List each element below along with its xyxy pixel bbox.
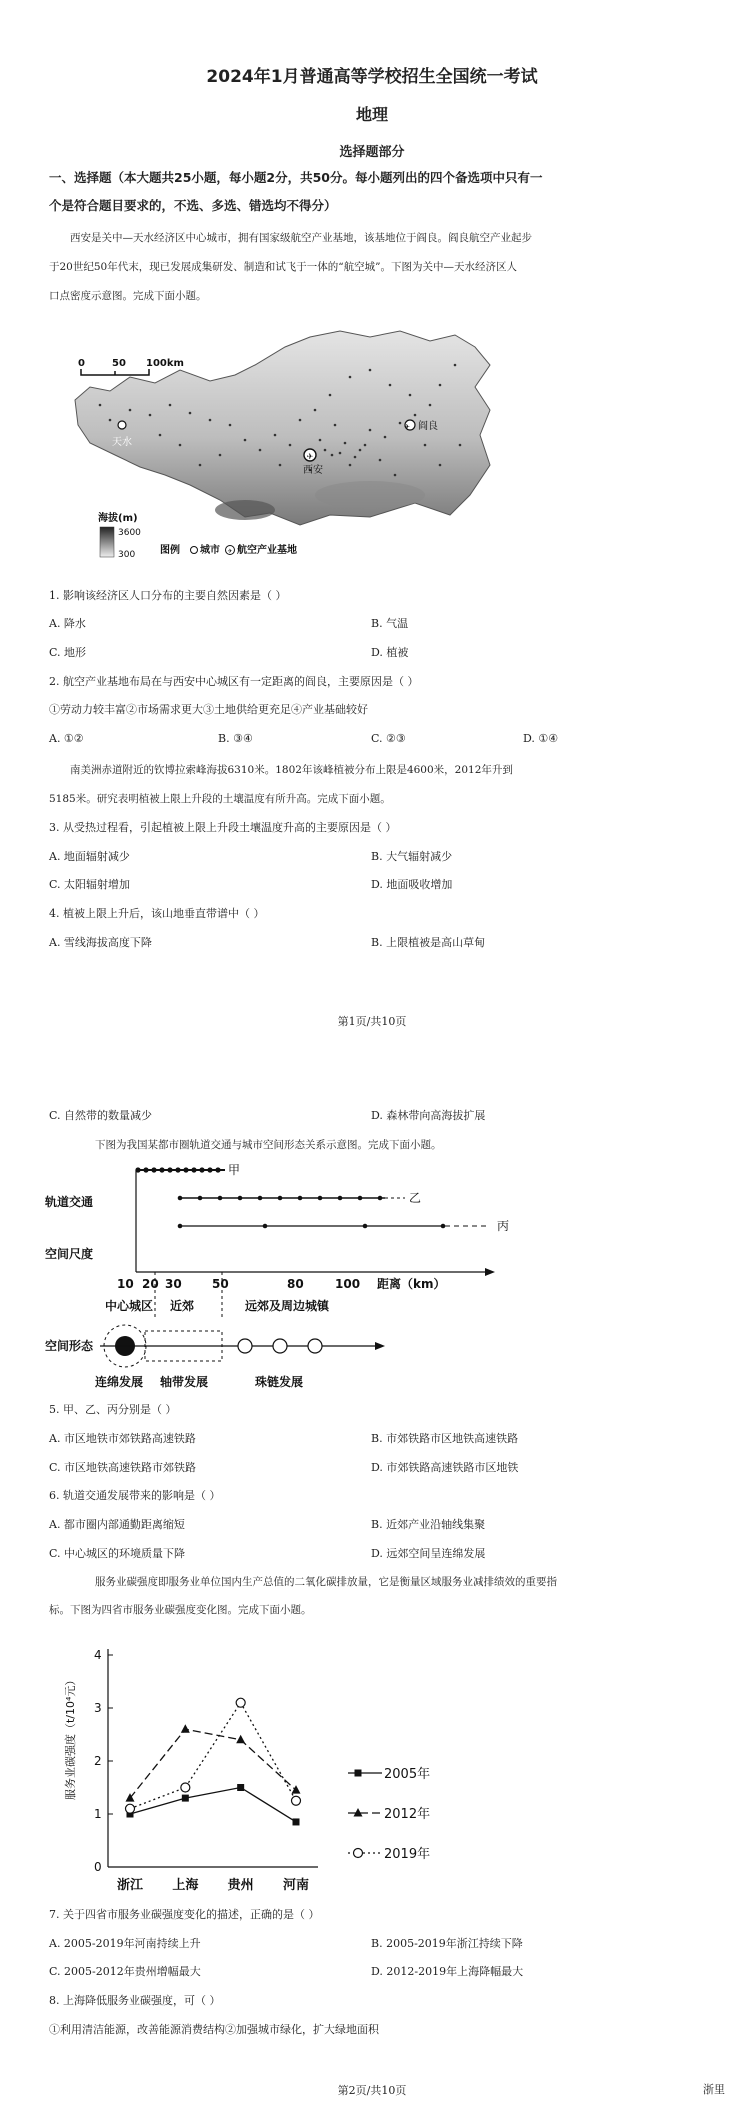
corner-mark: 浙里 <box>703 2083 725 2096</box>
svg-text:✈: ✈ <box>227 548 233 555</box>
q8-options-line: ①利用清洁能源，改善能源消费结构②加强城市绿化，扩大绿地面积 <box>49 2023 379 2036</box>
q3-option-b[interactable]: B. 大气辐射减少 <box>371 850 453 863</box>
passage1-line3: 口点密度示意图。完成下面小题。 <box>49 290 207 302</box>
city-yanliang <box>404 419 438 432</box>
y-tick-label: 0 <box>94 1860 102 1874</box>
q5-option-d[interactable]: D. 市郊铁路高速铁路市区地铁 <box>371 1461 519 1474</box>
rail-transit-diagram <box>45 1160 565 1390</box>
city-legend-icon <box>191 547 198 554</box>
q7-stem: 7. 关于四省市服务业碳强度变化的描述，正确的是（ ） <box>49 1908 320 1921</box>
q4-option-d[interactable]: D. 森林带向高海拔扩展 <box>371 1109 486 1122</box>
dev-pearl: 珠链发展 <box>255 1375 304 1389</box>
data-point <box>292 1785 301 1794</box>
label-transport: 轨道交通 <box>45 1195 94 1209</box>
map-legend <box>160 543 297 556</box>
q8-stem: 8. 上海降低服务业碳强度，可（ ） <box>49 1994 221 2007</box>
section-heading-line1: 一、选择题（本大题共25小题，每小题2分，共50分。每小题列出的四个备选项中只有一 <box>49 170 543 185</box>
legend-marker <box>355 1770 362 1777</box>
q1-option-c[interactable]: C. 地形 <box>49 646 87 659</box>
x-tick-label: 浙江 <box>116 1878 144 1893</box>
q5-option-c[interactable]: C. 市区地铁高速铁路市郊铁路 <box>49 1461 197 1474</box>
carbon-intensity-chart <box>60 1625 490 1895</box>
q6-option-a[interactable]: A. 都市圈内部通勤距离缩短 <box>49 1518 185 1531</box>
legend-title: 图例 <box>160 545 180 556</box>
q7-option-d[interactable]: D. 2012-2019年上海降幅最大 <box>371 1965 524 1978</box>
q3-option-d[interactable]: D. 地面吸收增加 <box>371 878 453 891</box>
scale-tick-50: 50 <box>112 358 126 369</box>
distance-ticks <box>117 1277 360 1291</box>
legend-label: 2012年 <box>384 1807 431 1822</box>
q6-stem: 6. 轨道交通发展带来的影响是（ ） <box>49 1489 221 1502</box>
passage3-intro: 下图为我国某都市圈轨道交通与城市空间形态关系示意图。完成下面小题。 <box>95 1139 442 1151</box>
q7-option-a[interactable]: A. 2005-2019年河南持续上升 <box>49 1937 201 1950</box>
x-tick-label: 贵州 <box>227 1878 254 1893</box>
q2-options-line: ①劳动力较丰富②市场需求更大③土地供给更充足④产业基础较好 <box>49 703 368 716</box>
y-tick-label: 1 <box>94 1807 102 1821</box>
q4-option-c[interactable]: C. 自然带的数量减少 <box>49 1109 153 1122</box>
svg-text:✈: ✈ <box>404 423 410 431</box>
line-jia <box>135 1163 240 1177</box>
q5-stem: 5. 甲、乙、丙分别是（ ） <box>49 1403 177 1416</box>
data-point <box>182 1795 189 1802</box>
q2-option-a[interactable]: A. ①② <box>49 732 84 745</box>
x-tick-label: 河南 <box>282 1878 310 1893</box>
distance-unit: 距离（km） <box>377 1277 446 1291</box>
q4-option-b[interactable]: B. 上限植被是高山草甸 <box>371 936 486 949</box>
population-density-map <box>70 325 555 570</box>
tick-100: 100 <box>335 1277 361 1291</box>
q3-option-c[interactable]: C. 太阳辐射增加 <box>49 878 131 891</box>
line-yi-label: 乙 <box>409 1191 422 1205</box>
data-point <box>236 1735 245 1744</box>
page-footer-1: 第1页/共10页 <box>337 1015 407 1028</box>
q5-option-a[interactable]: A. 市区地铁市郊铁路高速铁路 <box>49 1432 196 1445</box>
elevation-min: 300 <box>118 550 136 560</box>
svg-text:✈: ✈ <box>306 452 314 461</box>
q7-option-c[interactable]: C. 2005-2012年贵州增幅最大 <box>49 1965 201 1978</box>
exam-title: 2024年1月普通高等学校招生全国统一考试 <box>206 67 538 87</box>
part-title: 选择题部分 <box>339 145 405 160</box>
legend-label: 2019年 <box>384 1847 431 1862</box>
section-heading-line2: 个是符合题目要求的，不选、多选、错选均不得分） <box>49 198 337 213</box>
legend-marker <box>354 1808 363 1817</box>
q3-option-a[interactable]: A. 地面辐射减少 <box>49 850 130 863</box>
city-tianshui-label: 天水 <box>112 437 132 448</box>
tick-80: 80 <box>287 1277 304 1291</box>
data-point <box>181 1724 190 1733</box>
q1-stem: 1. 影响该经济区人口分布的主要自然因素是（ ） <box>49 589 287 602</box>
passage1-line1: 西安是关中—天水经济区中心城市，拥有国家级航空产业基地，该基地位于阎良。阎良航空产业起步 <box>70 232 532 244</box>
line-jia-label: 甲 <box>228 1163 241 1177</box>
elevation-legend <box>98 511 141 560</box>
dev-axial: 轴带发展 <box>160 1375 209 1389</box>
zone-near: 近郊 <box>170 1299 195 1313</box>
tick-30: 30 <box>165 1277 182 1291</box>
q2-stem: 2. 航空产业基地布局在与西安中心城区有一定距离的阎良，主要原因是（ ） <box>49 675 419 688</box>
elevation-legend-title: 海拔(m) <box>98 513 138 524</box>
line-bing-label: 丙 <box>497 1219 510 1233</box>
label-scale: 空间尺度 <box>45 1247 94 1261</box>
q2-option-c[interactable]: C. ②③ <box>371 732 406 745</box>
line-bing <box>178 1219 509 1233</box>
passage4-line2: 标。下图为四省市服务业碳强度变化图。完成下面小题。 <box>49 1604 312 1616</box>
y-tick-label: 4 <box>94 1648 102 1662</box>
tick-20: 20 <box>142 1277 159 1291</box>
chart-ylabel: 服务业碳强度（t/10⁴元） <box>64 1674 77 1800</box>
y-tick-label: 2 <box>94 1754 102 1768</box>
data-point <box>237 1784 244 1791</box>
q1-option-a[interactable]: A. 降水 <box>49 617 86 630</box>
scale-tick-0: 0 <box>78 358 85 369</box>
city-icon <box>118 421 126 429</box>
q4-stem: 4. 植被上限上升后，该山地垂直带谱中（ ） <box>49 907 265 920</box>
subject-title: 地理 <box>355 105 388 124</box>
legend-marker <box>354 1849 363 1858</box>
passage1-line2: 于20世纪50年代末，现已发展成集研发、制造和试飞于一体的“航空城”。下图为关中—天水经济区人 <box>49 261 517 273</box>
series-line <box>130 1788 296 1822</box>
city-xian-label: 西安 <box>303 465 323 476</box>
zone-far: 远郊及周边城镇 <box>245 1299 330 1313</box>
data-point <box>126 1804 135 1813</box>
q4-option-a[interactable]: A. 雪线海拔高度下降 <box>49 936 152 949</box>
q6-option-d[interactable]: D. 远郊空间呈连绵发展 <box>371 1547 486 1560</box>
q7-option-b[interactable]: B. 2005-2019年浙江持续下降 <box>371 1937 523 1950</box>
q1-option-d[interactable]: D. 植被 <box>371 646 409 659</box>
scale-tick-100: 100km <box>146 358 184 369</box>
q6-option-c[interactable]: C. 中心城区的环境质量下降 <box>49 1547 186 1560</box>
q5-option-b[interactable]: B. 市郊铁路市区地铁高速铁路 <box>371 1432 519 1445</box>
legend-city: 城市 <box>200 545 220 556</box>
q2-option-d[interactable]: D. ①④ <box>523 732 559 745</box>
series-line <box>130 1729 296 1798</box>
passage2-line1: 南美洲赤道附近的钦博拉索峰海拔6310米。1802年该峰植被分布上限是4600米，2012年升到 <box>70 764 513 776</box>
passage2-line2: 5185米。研究表明植被上限上升段的土壤温度有所升高。完成下面小题。 <box>49 793 391 805</box>
legend-label: 2005年 <box>384 1767 431 1782</box>
tick-50: 50 <box>212 1277 229 1291</box>
data-point <box>292 1796 301 1805</box>
line-yi <box>178 1191 421 1205</box>
y-tick-label: 3 <box>94 1701 102 1715</box>
data-point <box>293 1818 300 1825</box>
zone-center: 中心城区 <box>105 1299 154 1313</box>
label-form: 空间形态 <box>45 1339 94 1353</box>
data-point <box>181 1783 190 1792</box>
data-point <box>236 1698 245 1707</box>
q2-option-b[interactable]: B. ③④ <box>218 732 253 745</box>
tick-10: 10 <box>117 1277 134 1291</box>
q6-option-b[interactable]: B. 近郊产业沿轴线集聚 <box>371 1518 486 1531</box>
dev-contiguous: 连绵发展 <box>95 1375 144 1389</box>
q3-stem: 3. 从受热过程看，引起植被上限上升段土壤温度升高的主要原因是（ ） <box>49 821 397 834</box>
page-footer-2: 第2页/共10页 <box>337 2084 407 2097</box>
legend-base: 航空产业基地 <box>237 545 297 556</box>
x-tick-label: 上海 <box>172 1878 199 1893</box>
scale-bar <box>78 358 184 375</box>
passage4-line1: 服务业碳强度即服务业单位国内生产总值的二氧化碳排放量，它是衡量区域服务业减排绩效的重要指 <box>95 1576 557 1588</box>
elevation-max: 3600 <box>118 528 141 538</box>
q1-option-b[interactable]: B. 气温 <box>371 617 409 630</box>
city-yanliang-label: 阎良 <box>418 421 438 432</box>
